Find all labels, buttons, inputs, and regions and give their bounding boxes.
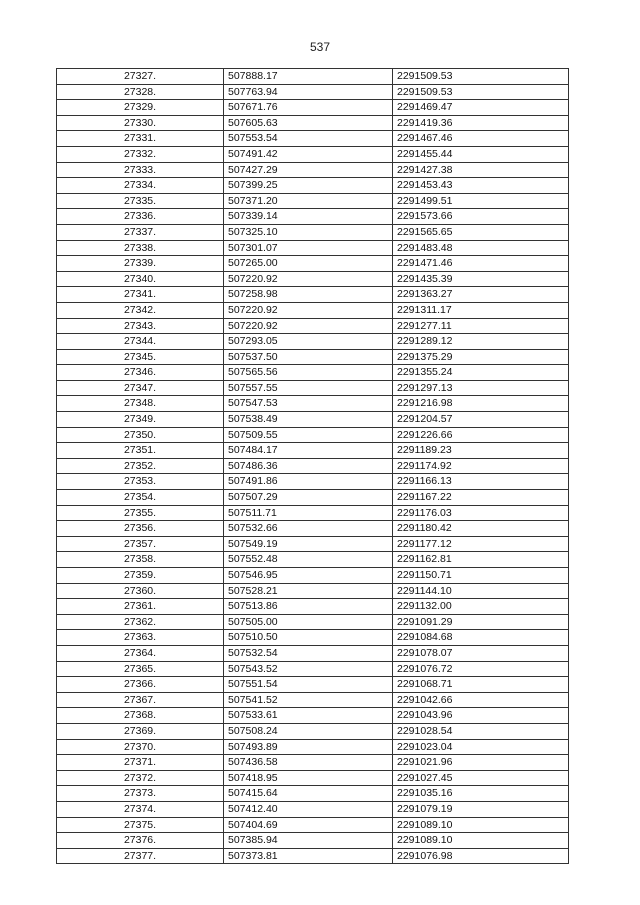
point-id-cell: 27367. xyxy=(57,692,224,708)
point-id-cell: 27369. xyxy=(57,723,224,739)
table-row xyxy=(57,552,569,568)
x-coordinate-cell: 507532.54 xyxy=(224,645,393,661)
table-row xyxy=(57,240,569,256)
y-coordinate-cell: 2291132.00 xyxy=(393,599,569,615)
point-id-cell: 27336. xyxy=(57,209,224,225)
point-id-cell: 27365. xyxy=(57,661,224,677)
x-coordinate-cell: 507418.95 xyxy=(224,770,393,786)
point-id-cell: 27368. xyxy=(57,708,224,724)
table-row xyxy=(57,458,569,474)
table-row xyxy=(57,536,569,552)
point-id-cell: 27338. xyxy=(57,240,224,256)
table-row xyxy=(57,271,569,287)
x-coordinate-cell: 507511.71 xyxy=(224,505,393,521)
point-id-cell: 27358. xyxy=(57,552,224,568)
table-row xyxy=(57,677,569,693)
coordinates-table xyxy=(56,68,569,864)
table-row xyxy=(57,84,569,100)
x-coordinate-cell: 507605.63 xyxy=(224,115,393,131)
x-coordinate-cell: 507557.55 xyxy=(224,380,393,396)
x-coordinate-cell: 507493.89 xyxy=(224,739,393,755)
point-id-cell: 27330. xyxy=(57,115,224,131)
y-coordinate-cell: 2291455.44 xyxy=(393,146,569,162)
table-row xyxy=(57,396,569,412)
point-id-cell: 27335. xyxy=(57,193,224,209)
y-coordinate-cell: 2291028.54 xyxy=(393,723,569,739)
x-coordinate-cell: 507551.54 xyxy=(224,677,393,693)
point-id-cell: 27372. xyxy=(57,770,224,786)
table-row xyxy=(57,801,569,817)
table-row xyxy=(57,193,569,209)
table-row xyxy=(57,723,569,739)
point-id-cell: 27353. xyxy=(57,474,224,490)
x-coordinate-cell: 507265.00 xyxy=(224,256,393,272)
x-coordinate-cell: 507301.07 xyxy=(224,240,393,256)
x-coordinate-cell: 507541.52 xyxy=(224,692,393,708)
x-coordinate-cell: 507549.19 xyxy=(224,536,393,552)
y-coordinate-cell: 2291419.36 xyxy=(393,115,569,131)
y-coordinate-cell: 2291467.46 xyxy=(393,131,569,147)
y-coordinate-cell: 2291311.17 xyxy=(393,302,569,318)
point-id-cell: 27355. xyxy=(57,505,224,521)
y-coordinate-cell: 2291573.66 xyxy=(393,209,569,225)
y-coordinate-cell: 2291076.98 xyxy=(393,848,569,864)
table-row xyxy=(57,318,569,334)
y-coordinate-cell: 2291144.10 xyxy=(393,583,569,599)
x-coordinate-cell: 507491.42 xyxy=(224,146,393,162)
point-id-cell: 27366. xyxy=(57,677,224,693)
table-row xyxy=(57,661,569,677)
table-row xyxy=(57,833,569,849)
table-row xyxy=(57,224,569,240)
y-coordinate-cell: 2291076.72 xyxy=(393,661,569,677)
y-coordinate-cell: 2291176.03 xyxy=(393,505,569,521)
point-id-cell: 27359. xyxy=(57,568,224,584)
table-row xyxy=(57,521,569,537)
table-row xyxy=(57,568,569,584)
point-id-cell: 27346. xyxy=(57,365,224,381)
point-id-cell: 27374. xyxy=(57,801,224,817)
y-coordinate-cell: 2291089.10 xyxy=(393,817,569,833)
x-coordinate-cell: 507220.92 xyxy=(224,318,393,334)
x-coordinate-cell: 507427.29 xyxy=(224,162,393,178)
point-id-cell: 27342. xyxy=(57,302,224,318)
y-coordinate-cell: 2291035.16 xyxy=(393,786,569,802)
y-coordinate-cell: 2291289.12 xyxy=(393,334,569,350)
point-id-cell: 27373. xyxy=(57,786,224,802)
point-id-cell: 27370. xyxy=(57,739,224,755)
y-coordinate-cell: 2291565.65 xyxy=(393,224,569,240)
table-row xyxy=(57,178,569,194)
point-id-cell: 27357. xyxy=(57,536,224,552)
x-coordinate-cell: 507505.00 xyxy=(224,614,393,630)
x-coordinate-cell: 507513.86 xyxy=(224,599,393,615)
x-coordinate-cell: 507528.21 xyxy=(224,583,393,599)
table-row xyxy=(57,786,569,802)
table-row xyxy=(57,365,569,381)
y-coordinate-cell: 2291471.46 xyxy=(393,256,569,272)
y-coordinate-cell: 2291177.12 xyxy=(393,536,569,552)
y-coordinate-cell: 2291166.13 xyxy=(393,474,569,490)
y-coordinate-cell: 2291204.57 xyxy=(393,412,569,428)
x-coordinate-cell: 507565.56 xyxy=(224,365,393,381)
table-row xyxy=(57,630,569,646)
point-id-cell: 27341. xyxy=(57,287,224,303)
x-coordinate-cell: 507537.50 xyxy=(224,349,393,365)
table-row xyxy=(57,443,569,459)
x-coordinate-cell: 507399.25 xyxy=(224,178,393,194)
point-id-cell: 27332. xyxy=(57,146,224,162)
x-coordinate-cell: 507671.76 xyxy=(224,100,393,116)
x-coordinate-cell: 507412.40 xyxy=(224,801,393,817)
point-id-cell: 27360. xyxy=(57,583,224,599)
table-row xyxy=(57,162,569,178)
x-coordinate-cell: 507436.58 xyxy=(224,755,393,771)
point-id-cell: 27352. xyxy=(57,458,224,474)
point-id-cell: 27344. xyxy=(57,334,224,350)
table-row xyxy=(57,614,569,630)
table-row xyxy=(57,599,569,615)
table-row xyxy=(57,146,569,162)
x-coordinate-cell: 507763.94 xyxy=(224,84,393,100)
table-row xyxy=(57,412,569,428)
point-id-cell: 27371. xyxy=(57,755,224,771)
point-id-cell: 27331. xyxy=(57,131,224,147)
point-id-cell: 27356. xyxy=(57,521,224,537)
y-coordinate-cell: 2291453.43 xyxy=(393,178,569,194)
y-coordinate-cell: 2291084.68 xyxy=(393,630,569,646)
x-coordinate-cell: 507533.61 xyxy=(224,708,393,724)
point-id-cell: 27377. xyxy=(57,848,224,864)
x-coordinate-cell: 507553.54 xyxy=(224,131,393,147)
point-id-cell: 27376. xyxy=(57,833,224,849)
table-row xyxy=(57,848,569,864)
table-row xyxy=(57,474,569,490)
y-coordinate-cell: 2291483.48 xyxy=(393,240,569,256)
y-coordinate-cell: 2291174.92 xyxy=(393,458,569,474)
point-id-cell: 27345. xyxy=(57,349,224,365)
y-coordinate-cell: 2291180.42 xyxy=(393,521,569,537)
table-row xyxy=(57,131,569,147)
x-coordinate-cell: 507293.05 xyxy=(224,334,393,350)
x-coordinate-cell: 507385.94 xyxy=(224,833,393,849)
x-coordinate-cell: 507510.50 xyxy=(224,630,393,646)
point-id-cell: 27333. xyxy=(57,162,224,178)
table-row xyxy=(57,739,569,755)
x-coordinate-cell: 507371.20 xyxy=(224,193,393,209)
y-coordinate-cell: 2291355.24 xyxy=(393,365,569,381)
point-id-cell: 27364. xyxy=(57,645,224,661)
y-coordinate-cell: 2291499.51 xyxy=(393,193,569,209)
y-coordinate-cell: 2291167.22 xyxy=(393,490,569,506)
y-coordinate-cell: 2291226.66 xyxy=(393,427,569,443)
y-coordinate-cell: 2291162.81 xyxy=(393,552,569,568)
point-id-cell: 27334. xyxy=(57,178,224,194)
x-coordinate-cell: 507484.17 xyxy=(224,443,393,459)
table-row xyxy=(57,505,569,521)
table-row xyxy=(57,583,569,599)
y-coordinate-cell: 2291078.07 xyxy=(393,645,569,661)
table-row xyxy=(57,490,569,506)
y-coordinate-cell: 2291091.29 xyxy=(393,614,569,630)
x-coordinate-cell: 507339.14 xyxy=(224,209,393,225)
table-row xyxy=(57,256,569,272)
coordinates-table-body xyxy=(57,69,569,864)
point-id-cell: 27349. xyxy=(57,412,224,428)
y-coordinate-cell: 2291469.47 xyxy=(393,100,569,116)
x-coordinate-cell: 507491.86 xyxy=(224,474,393,490)
table-row xyxy=(57,302,569,318)
x-coordinate-cell: 507415.64 xyxy=(224,786,393,802)
point-id-cell: 27337. xyxy=(57,224,224,240)
point-id-cell: 27339. xyxy=(57,256,224,272)
table-row xyxy=(57,334,569,350)
y-coordinate-cell: 2291042.66 xyxy=(393,692,569,708)
table-row xyxy=(57,349,569,365)
point-id-cell: 27363. xyxy=(57,630,224,646)
table-row xyxy=(57,100,569,116)
y-coordinate-cell: 2291189.23 xyxy=(393,443,569,459)
x-coordinate-cell: 507404.69 xyxy=(224,817,393,833)
x-coordinate-cell: 507325.10 xyxy=(224,224,393,240)
x-coordinate-cell: 507220.92 xyxy=(224,302,393,318)
table-row xyxy=(57,770,569,786)
y-coordinate-cell: 2291427.38 xyxy=(393,162,569,178)
point-id-cell: 27362. xyxy=(57,614,224,630)
y-coordinate-cell: 2291509.53 xyxy=(393,69,569,85)
point-id-cell: 27350. xyxy=(57,427,224,443)
x-coordinate-cell: 507546.95 xyxy=(224,568,393,584)
y-coordinate-cell: 2291435.39 xyxy=(393,271,569,287)
table-row xyxy=(57,380,569,396)
table-row xyxy=(57,645,569,661)
y-coordinate-cell: 2291027.45 xyxy=(393,770,569,786)
x-coordinate-cell: 507543.52 xyxy=(224,661,393,677)
table-row xyxy=(57,209,569,225)
x-coordinate-cell: 507547.53 xyxy=(224,396,393,412)
x-coordinate-cell: 507508.24 xyxy=(224,723,393,739)
x-coordinate-cell: 507258.98 xyxy=(224,287,393,303)
x-coordinate-cell: 507507.29 xyxy=(224,490,393,506)
y-coordinate-cell: 2291068.71 xyxy=(393,677,569,693)
table-row xyxy=(57,692,569,708)
x-coordinate-cell: 507486.36 xyxy=(224,458,393,474)
y-coordinate-cell: 2291363.27 xyxy=(393,287,569,303)
x-coordinate-cell: 507532.66 xyxy=(224,521,393,537)
table-row xyxy=(57,427,569,443)
y-coordinate-cell: 2291089.10 xyxy=(393,833,569,849)
point-id-cell: 27343. xyxy=(57,318,224,334)
x-coordinate-cell: 507509.55 xyxy=(224,427,393,443)
point-id-cell: 27340. xyxy=(57,271,224,287)
y-coordinate-cell: 2291021.96 xyxy=(393,755,569,771)
point-id-cell: 27354. xyxy=(57,490,224,506)
point-id-cell: 27347. xyxy=(57,380,224,396)
point-id-cell: 27327. xyxy=(57,69,224,85)
x-coordinate-cell: 507888.17 xyxy=(224,69,393,85)
y-coordinate-cell: 2291150.71 xyxy=(393,568,569,584)
table-row xyxy=(57,817,569,833)
y-coordinate-cell: 2291297.13 xyxy=(393,380,569,396)
x-coordinate-cell: 507373.81 xyxy=(224,848,393,864)
point-id-cell: 27351. xyxy=(57,443,224,459)
table-row xyxy=(57,708,569,724)
y-coordinate-cell: 2291216.98 xyxy=(393,396,569,412)
point-id-cell: 27329. xyxy=(57,100,224,116)
x-coordinate-cell: 507220.92 xyxy=(224,271,393,287)
y-coordinate-cell: 2291375.29 xyxy=(393,349,569,365)
table-row xyxy=(57,755,569,771)
y-coordinate-cell: 2291277.11 xyxy=(393,318,569,334)
point-id-cell: 27375. xyxy=(57,817,224,833)
y-coordinate-cell: 2291023.04 xyxy=(393,739,569,755)
y-coordinate-cell: 2291509.53 xyxy=(393,84,569,100)
y-coordinate-cell: 2291079.19 xyxy=(393,801,569,817)
table-row xyxy=(57,115,569,131)
y-coordinate-cell: 2291043.96 xyxy=(393,708,569,724)
x-coordinate-cell: 507552.48 xyxy=(224,552,393,568)
table-row xyxy=(57,69,569,85)
point-id-cell: 27328. xyxy=(57,84,224,100)
table-row xyxy=(57,287,569,303)
point-id-cell: 27361. xyxy=(57,599,224,615)
point-id-cell: 27348. xyxy=(57,396,224,412)
x-coordinate-cell: 507538.49 xyxy=(224,412,393,428)
page-number: 537 xyxy=(309,40,331,54)
